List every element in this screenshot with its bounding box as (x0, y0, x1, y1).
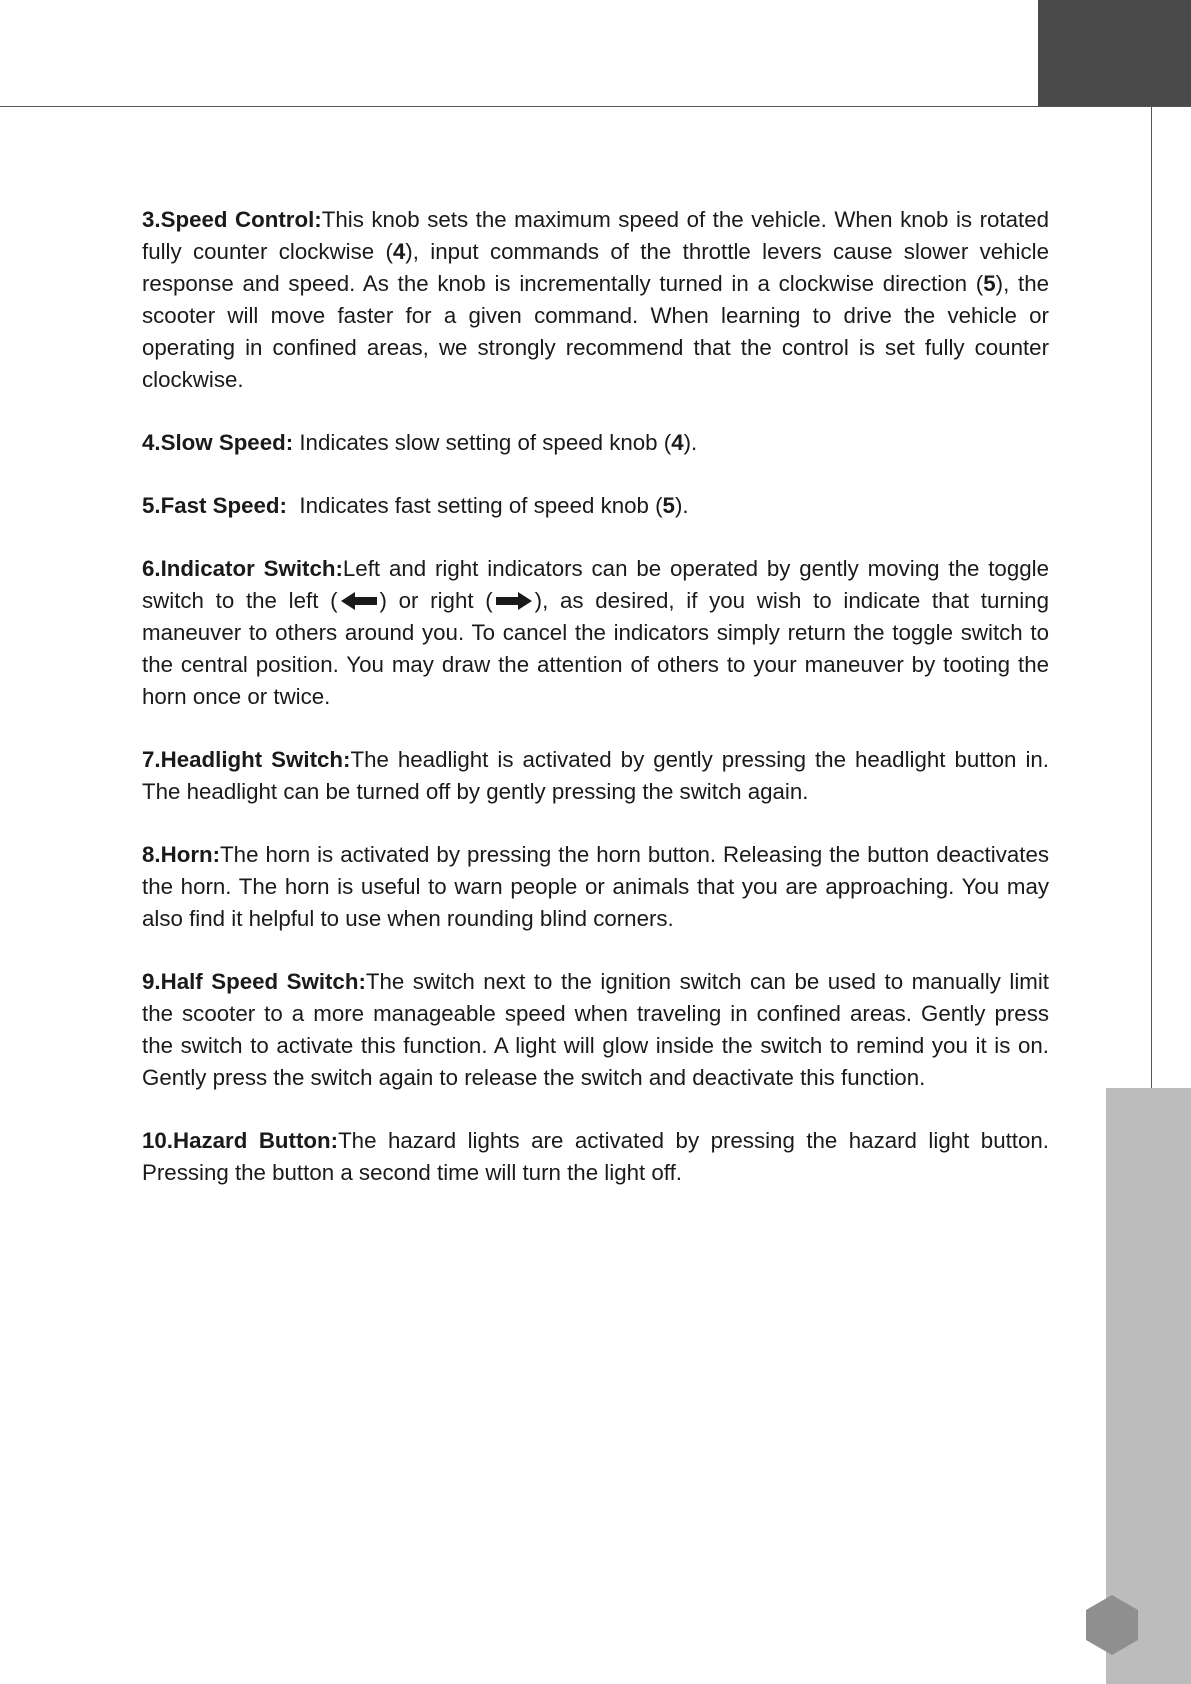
item-label: 4.Slow Speed: (142, 430, 294, 455)
item-indicator-switch: 6.Indicator Switch:Left and right indicators can be operated by gently moving the toggle switch to the left ( ) or right ( ), as desired, if you wish to indicate that turning maneuver to others around you. To cancel the indicators simply return the toggle switch to the central position. You may draw the attention of others to your maneuver by tooting the horn once or twice. (142, 556, 1049, 709)
item-half-speed-switch: 9.Half Speed Switch:The switch next to the ignition switch can be used to manually limit the scooter to a more manageable speed when traveling in confined areas. Gently press the switch to activate this function. A light will glow inside the switch to remind you it is on. Gently press the switch again to release the switch and deactivate this function. (142, 969, 1049, 1090)
hexagon-icon (1084, 1593, 1140, 1657)
item-slow-speed: 4.Slow Speed: Indicates slow setting of speed knob (4). (142, 430, 698, 455)
item-label: 6.Indicator Switch: (142, 556, 343, 581)
item-label: 5.Fast Speed: (142, 493, 287, 518)
arrow-right-icon (494, 591, 534, 611)
item-label: 3.Speed Control: (142, 207, 322, 232)
top-divider (0, 106, 1191, 107)
item-fast-speed: 5.Fast Speed: Indicates fast setting of speed knob (5). (142, 493, 689, 518)
item-horn: 8.Horn:The horn is activated by pressing the horn button. Releasing the button deactivates the horn. The horn is useful to warn people or animals that you are approaching. You may also find it helpful to use when rounding blind corners. (142, 842, 1049, 931)
item-hazard-button: 10.Hazard Button:The hazard lights are activated by pressing the hazard light button. Pressing the button a second time will turn the light off. (142, 1128, 1049, 1185)
item-label: 10.Hazard Button: (142, 1128, 339, 1153)
manual-content (142, 204, 1049, 1220)
arrow-left-icon (339, 591, 379, 611)
item-headlight-switch: 7.Headlight Switch:The headlight is activated by gently pressing the headlight button in. The headlight can be turned off by gently pressing the switch again. (142, 747, 1049, 804)
item-label: 9.Half Speed Switch: (142, 969, 366, 994)
item-label: 8.Horn: (142, 842, 221, 867)
item-label: 7.Headlight Switch: (142, 747, 351, 772)
side-divider (1151, 106, 1152, 1089)
header-tab (1038, 0, 1191, 107)
item-speed-control: 3.Speed Control:This knob sets the maximum speed of the vehicle. When knob is rotated fully counter clockwise (4), input commands of the throttle levers cause slower vehicle response and speed. As the knob is incrementally turned in a clockwise direction (5), the scooter will move faster for a given command. When learning to drive the vehicle or operating in confined areas, we strongly recommend that the control is set fully counter clockwise. (142, 207, 1050, 392)
